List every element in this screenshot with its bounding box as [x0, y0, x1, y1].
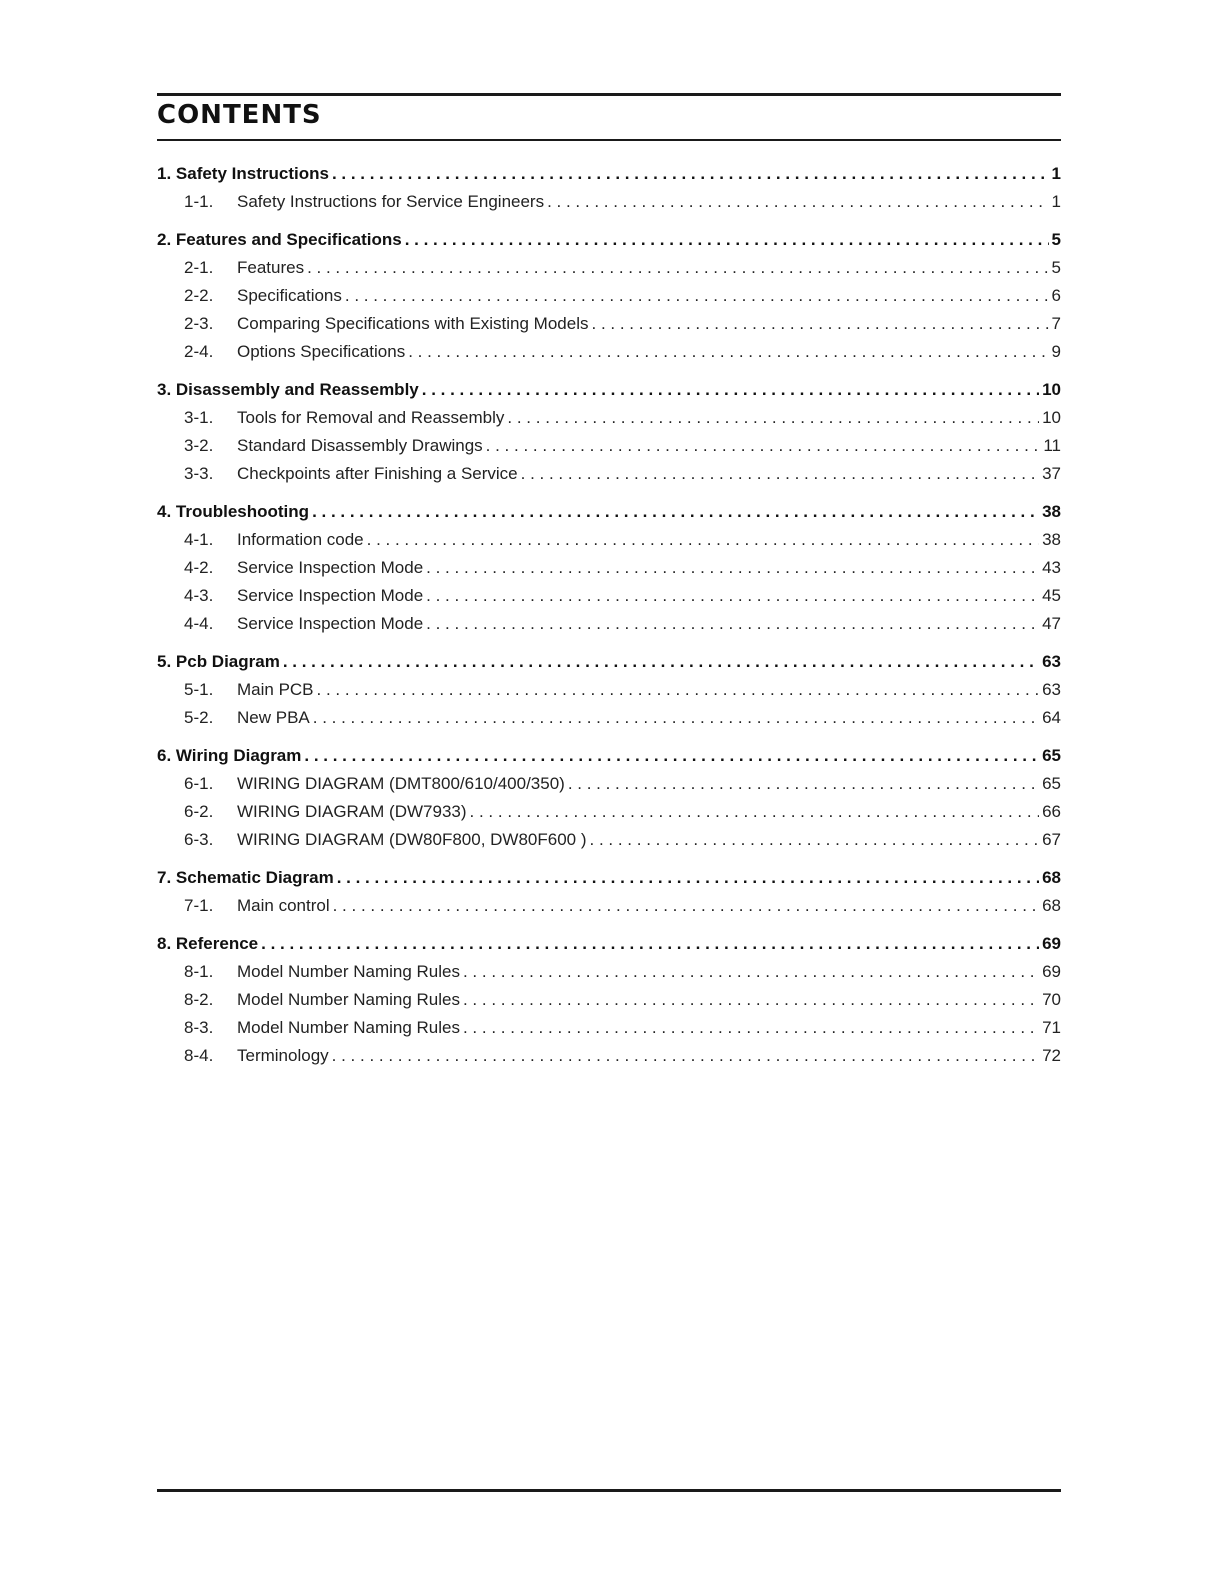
dot-leader: [337, 864, 1039, 892]
toc-section: [157, 226, 1061, 366]
toc-section-heading[interactable]: [157, 648, 1061, 676]
toc-entry-number: 3-2.: [184, 436, 214, 455]
toc-entry-page: 68: [1042, 896, 1061, 915]
toc-entry-page: 7: [1051, 314, 1061, 333]
dot-leader: [426, 610, 1039, 638]
dot-leader: [590, 826, 1040, 854]
toc-entry[interactable]: [157, 460, 1061, 488]
toc-entry-label: Specifications: [237, 286, 342, 305]
toc-entry[interactable]: [157, 1014, 1061, 1042]
toc-entry-number: 2-4.: [184, 342, 214, 361]
toc-entry-label: Model Number Naming Rules: [237, 962, 460, 981]
toc-entry-label: WIRING DIAGRAM (DW7933): [237, 802, 467, 821]
toc-entry-number: 6-3.: [184, 830, 214, 849]
toc-entry-number: 2-2.: [184, 286, 214, 305]
toc-section-label: 6. Wiring Diagram: [157, 746, 302, 765]
toc-entry-number: 7-1.: [184, 896, 214, 915]
toc-section-heading[interactable]: [157, 498, 1061, 526]
toc-section-page: 65: [1042, 746, 1061, 765]
toc-entry-page: 45: [1042, 586, 1061, 605]
toc-section-heading[interactable]: [157, 160, 1061, 188]
toc-entry[interactable]: [157, 254, 1061, 282]
toc-entry-label: Information code: [237, 530, 364, 549]
toc-entry-page: 11: [1043, 436, 1061, 455]
toc-entry-number: 8-2.: [184, 990, 214, 1009]
dot-leader: [332, 160, 1049, 188]
toc-entry-number: 2-1.: [184, 258, 214, 277]
toc-entry[interactable]: [157, 338, 1061, 366]
top-rule: [157, 93, 1061, 96]
toc-entry-page: 47: [1042, 614, 1061, 633]
title-rule: [157, 139, 1061, 141]
dot-leader: [426, 582, 1039, 610]
toc-entry-page: 67: [1042, 830, 1061, 849]
toc-entry-label: Standard Disassembly Drawings: [237, 436, 483, 455]
toc-section-label: 5. Pcb Diagram: [157, 652, 280, 671]
toc-entry-number: 8-4.: [184, 1046, 214, 1065]
dot-leader: [422, 376, 1039, 404]
toc-section-heading[interactable]: [157, 864, 1061, 892]
toc-section-page: 68: [1042, 868, 1061, 887]
toc-entry[interactable]: [157, 404, 1061, 432]
toc-section-page: 63: [1042, 652, 1061, 671]
toc-entry-label: Checkpoints after Finishing a Service: [237, 464, 518, 483]
toc-section-label: 3. Disassembly and Reassembly: [157, 380, 419, 399]
toc-entry-page: 38: [1042, 530, 1061, 549]
toc-entry-label: Main control: [237, 896, 330, 915]
toc-section-label: 1. Safety Instructions: [157, 164, 329, 183]
toc-entry[interactable]: [157, 770, 1061, 798]
dot-leader: [507, 404, 1039, 432]
toc-section-page: 38: [1042, 502, 1061, 521]
toc-entry[interactable]: [157, 892, 1061, 920]
toc-section-page: 1: [1051, 164, 1061, 183]
toc-entry-label: Service Inspection Mode: [237, 614, 424, 633]
dot-leader: [333, 892, 1039, 920]
dot-leader: [463, 986, 1039, 1014]
toc-entry-label: Terminology: [237, 1046, 329, 1065]
dot-leader: [312, 498, 1039, 526]
toc-section-page: 5: [1051, 230, 1061, 249]
toc-entry[interactable]: [157, 554, 1061, 582]
toc-entry-label: Options Specifications: [237, 342, 406, 361]
toc-section-heading[interactable]: [157, 930, 1061, 958]
toc-entry-label: Safety Instructions for Service Engineers: [237, 192, 545, 211]
page-title: CONTENTS: [157, 100, 322, 130]
toc-entry-page: 66: [1042, 802, 1061, 821]
toc-entry-number: 2-3.: [184, 314, 214, 333]
toc-entry-label: New PBA: [237, 708, 310, 727]
dot-leader: [547, 188, 1048, 216]
dot-leader: [463, 1014, 1039, 1042]
toc-section: [157, 160, 1061, 216]
toc-section-page: 69: [1042, 934, 1061, 953]
toc-entry-number: 8-1.: [184, 962, 214, 981]
toc-entry[interactable]: [157, 526, 1061, 554]
dot-leader: [283, 648, 1039, 676]
toc-entry-label: WIRING DIAGRAM (DW80F800, DW80F600 ): [237, 830, 587, 849]
toc-entry-page: 63: [1042, 680, 1061, 699]
dot-leader: [568, 770, 1039, 798]
toc-entry[interactable]: [157, 188, 1061, 216]
dot-leader: [313, 704, 1039, 732]
toc-entry-label: Service Inspection Mode: [237, 558, 424, 577]
toc-entry[interactable]: [157, 798, 1061, 826]
dot-leader: [332, 1042, 1039, 1070]
toc-entry-number: 3-3.: [184, 464, 214, 483]
toc-entry-page: 72: [1042, 1046, 1061, 1065]
toc-entry[interactable]: [157, 432, 1061, 460]
toc-entry-label: Tools for Removal and Reassembly: [237, 408, 505, 427]
toc-entry-number: 8-3.: [184, 1018, 214, 1037]
toc-entry-label: Model Number Naming Rules: [237, 1018, 460, 1037]
toc-entry[interactable]: [157, 986, 1061, 1014]
toc-entry-page: 43: [1042, 558, 1061, 577]
toc-section-heading[interactable]: [157, 376, 1061, 404]
dot-leader: [592, 310, 1049, 338]
toc-entry-page: 6: [1051, 286, 1061, 305]
toc-entry-number: 1-1.: [184, 192, 214, 211]
toc-entry-number: 4-1.: [184, 530, 214, 549]
toc-entry-number: 3-1.: [184, 408, 214, 427]
dot-leader: [426, 554, 1039, 582]
toc-entry-page: 64: [1042, 708, 1061, 727]
toc-entry-page: 9: [1051, 342, 1061, 361]
toc-entry-page: 65: [1042, 774, 1061, 793]
toc-entry-page: 5: [1051, 258, 1061, 277]
toc-section: [157, 648, 1061, 732]
toc-entry-number: 4-2.: [184, 558, 214, 577]
toc-section: [157, 864, 1061, 920]
dot-leader: [486, 432, 1041, 460]
toc-entry[interactable]: [157, 958, 1061, 986]
toc-entry-page: 71: [1042, 1018, 1061, 1037]
toc-entry-number: 5-1.: [184, 680, 214, 699]
bottom-rule: [157, 1489, 1061, 1492]
toc-section: [157, 742, 1061, 854]
toc-entry[interactable]: [157, 610, 1061, 638]
toc-section-label: 7. Schematic Diagram: [157, 868, 334, 887]
toc-entry-label: Features: [237, 258, 305, 277]
toc-entry[interactable]: [157, 310, 1061, 338]
dot-leader: [405, 226, 1049, 254]
toc-section-heading[interactable]: [157, 742, 1061, 770]
toc-entry-number: 6-2.: [184, 802, 214, 821]
toc-entry-label: WIRING DIAGRAM (DMT800/610/400/350): [237, 774, 565, 793]
toc-entry-label: Main PCB: [237, 680, 314, 699]
toc-section: [157, 498, 1061, 638]
toc-entry-label: Comparing Specifications with Existing Models: [237, 314, 589, 333]
toc-entry[interactable]: [157, 826, 1061, 854]
dot-leader: [470, 798, 1040, 826]
toc-entry-label: Model Number Naming Rules: [237, 990, 460, 1009]
toc-entry-page: 37: [1042, 464, 1061, 483]
toc-entry[interactable]: [157, 1042, 1061, 1070]
toc-entry-page: 10: [1042, 408, 1061, 427]
dot-leader: [367, 526, 1039, 554]
toc-entry-label: Service Inspection Mode: [237, 586, 424, 605]
toc-entry-number: 4-3.: [184, 586, 214, 605]
toc-entry-page: 1: [1051, 192, 1061, 211]
table-of-contents: [157, 160, 1061, 1080]
toc-section: [157, 930, 1061, 1070]
toc-entry-number: 6-1.: [184, 774, 214, 793]
toc-entry[interactable]: [157, 282, 1061, 310]
dot-leader: [463, 958, 1039, 986]
toc-section-label: 2. Features and Specifications: [157, 230, 402, 249]
dot-leader: [345, 282, 1049, 310]
toc-entry-page: 69: [1042, 962, 1061, 981]
dot-leader: [521, 460, 1039, 488]
toc-entry-number: 4-4.: [184, 614, 214, 633]
dot-leader: [304, 742, 1039, 770]
toc-section-page: 10: [1042, 380, 1061, 399]
dot-leader: [261, 930, 1039, 958]
toc-section-heading[interactable]: [157, 226, 1061, 254]
dot-leader: [317, 676, 1040, 704]
toc-entry[interactable]: [157, 582, 1061, 610]
dot-leader: [307, 254, 1048, 282]
toc-entry[interactable]: [157, 704, 1061, 732]
toc-section-label: 4. Troubleshooting: [157, 502, 310, 521]
toc-section-label: 8. Reference: [157, 934, 259, 953]
dot-leader: [408, 338, 1048, 366]
toc-entry-page: 70: [1042, 990, 1061, 1009]
toc-section: [157, 376, 1061, 488]
toc-entry-number: 5-2.: [184, 708, 214, 727]
toc-entry[interactable]: [157, 676, 1061, 704]
